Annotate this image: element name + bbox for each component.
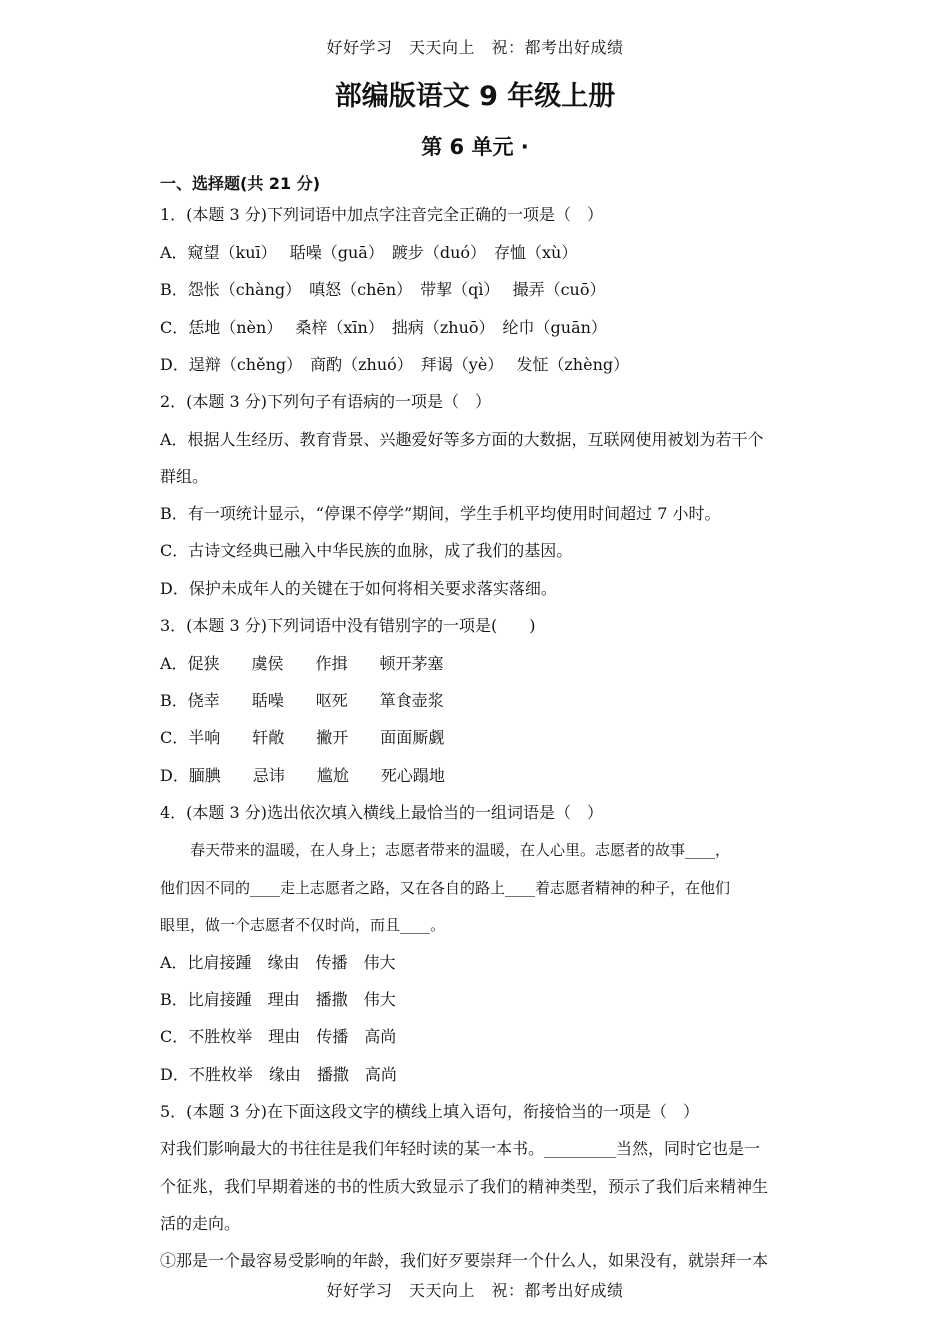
question-1-option-b: B．怨怅（chàng） 嗔怒（chēn） 带挈（qì） 撮弄（cuō） xyxy=(160,280,606,299)
question-1-option-a: A．窥望（kuī） 聒噪（guā） 踱步（duó） 存恤（xù） xyxy=(160,243,578,262)
question-1-option-c: C．恁地（nèn） 桑梓（xīn） 拙病（zhuō） 纶巾（guān） xyxy=(160,318,607,337)
question-5-choice-1: ①那是一个最容易受影响的年龄，我们好歹要崇拜一个什么人，如果没有，就崇拜一本 xyxy=(160,1251,769,1270)
question-4-option-d: D．不胜枚举 缘由 播撒 高尚 xyxy=(160,1065,397,1084)
page-footer: 好好学习 天天向上 祝：都考出好成绩 xyxy=(326,1281,624,1300)
question-5: 5．(本题 3 分)在下面这段文字的横线上填入语句，衔接恰当的一项是（ ） xyxy=(160,1102,700,1121)
question-5-passage-line-3: 活的走向。 xyxy=(160,1214,241,1233)
question-4-passage-line-2: 他们因不同的____走上志愿者之路，又在各自的路上____着志愿者精神的种子，在他们 xyxy=(160,879,731,897)
question-4-option-a: A．比肩接踵 缘由 传播 伟大 xyxy=(160,953,396,972)
question-3-option-b: B．侥幸 聒噪 呕死 箪食壶浆 xyxy=(160,691,444,710)
question-4-option-b: B．比肩接踵 理由 播撒 伟大 xyxy=(160,990,396,1009)
page-header: 好好学习 天天向上 祝：都考出好成绩 xyxy=(326,38,624,57)
question-3: 3．(本题 3 分)下列词语中没有错别字的一项是( ) xyxy=(160,616,536,635)
question-3-option-c: C．半响 轩敞 撇开 面面厮觑 xyxy=(160,728,445,747)
section-heading: 一、选择题(共 21 分) xyxy=(160,174,321,193)
page-title: 部编版语文 9 年级上册 xyxy=(334,81,616,112)
question-4: 4．(本题 3 分)选出依次填入横线上最恰当的一组词语是（ ） xyxy=(160,803,604,822)
question-3-option-d: D．腼腆 忌讳 尴尬 死心蹋地 xyxy=(160,766,445,785)
question-1-option-d: D．逞辩（chěng） 商酌（zhuó） 拜谒（yè） 发怔（zhèng） xyxy=(160,355,630,374)
question-5-passage-line-2: 个征兆，我们早期着迷的书的性质大致显示了我们的精神类型，预示了我们后来精神生 xyxy=(160,1177,769,1196)
question-2: 2．(本题 3 分)下列句子有语病的一项是（ ） xyxy=(160,392,492,411)
question-2-option-a-cont: 群组。 xyxy=(160,467,209,486)
question-4-passage-line-3: 眼里，做一个志愿者不仅时尚，而且____。 xyxy=(160,916,446,934)
question-4-passage-line-1: 春天带来的温暖，在人身上；志愿者带来的温暖，在人心里。志愿者的故事____， xyxy=(190,841,731,859)
question-4-option-c: C．不胜枚举 理由 传播 高尚 xyxy=(160,1027,397,1046)
question-1: 1．(本题 3 分)下列词语中加点字注音完全正确的一项是（ ） xyxy=(160,205,604,224)
question-2-option-d: D．保护未成年人的关键在于如何将相关要求落实落细。 xyxy=(160,579,557,598)
question-2-option-c: C．古诗文经典已融入中华民族的血脉，成了我们的基因。 xyxy=(160,541,573,560)
unit-title: 第 6 单元 · xyxy=(421,135,529,159)
question-2-option-a: A．根据人生经历、教育背景、兴趣爱好等多方面的大数据，互联网使用被划为若干个 xyxy=(160,430,764,449)
question-3-option-a: A．促狭 虞侯 作揖 顿开茅塞 xyxy=(160,654,444,673)
question-2-option-b: B．有一项统计显示，“停课不停学”期间，学生手机平均使用时间超过 7 小时。 xyxy=(160,504,721,523)
question-5-passage-line-1: 对我们影响最大的书往往是我们年轻时读的某一本书。_________当然，同时它也是一 xyxy=(160,1139,761,1158)
